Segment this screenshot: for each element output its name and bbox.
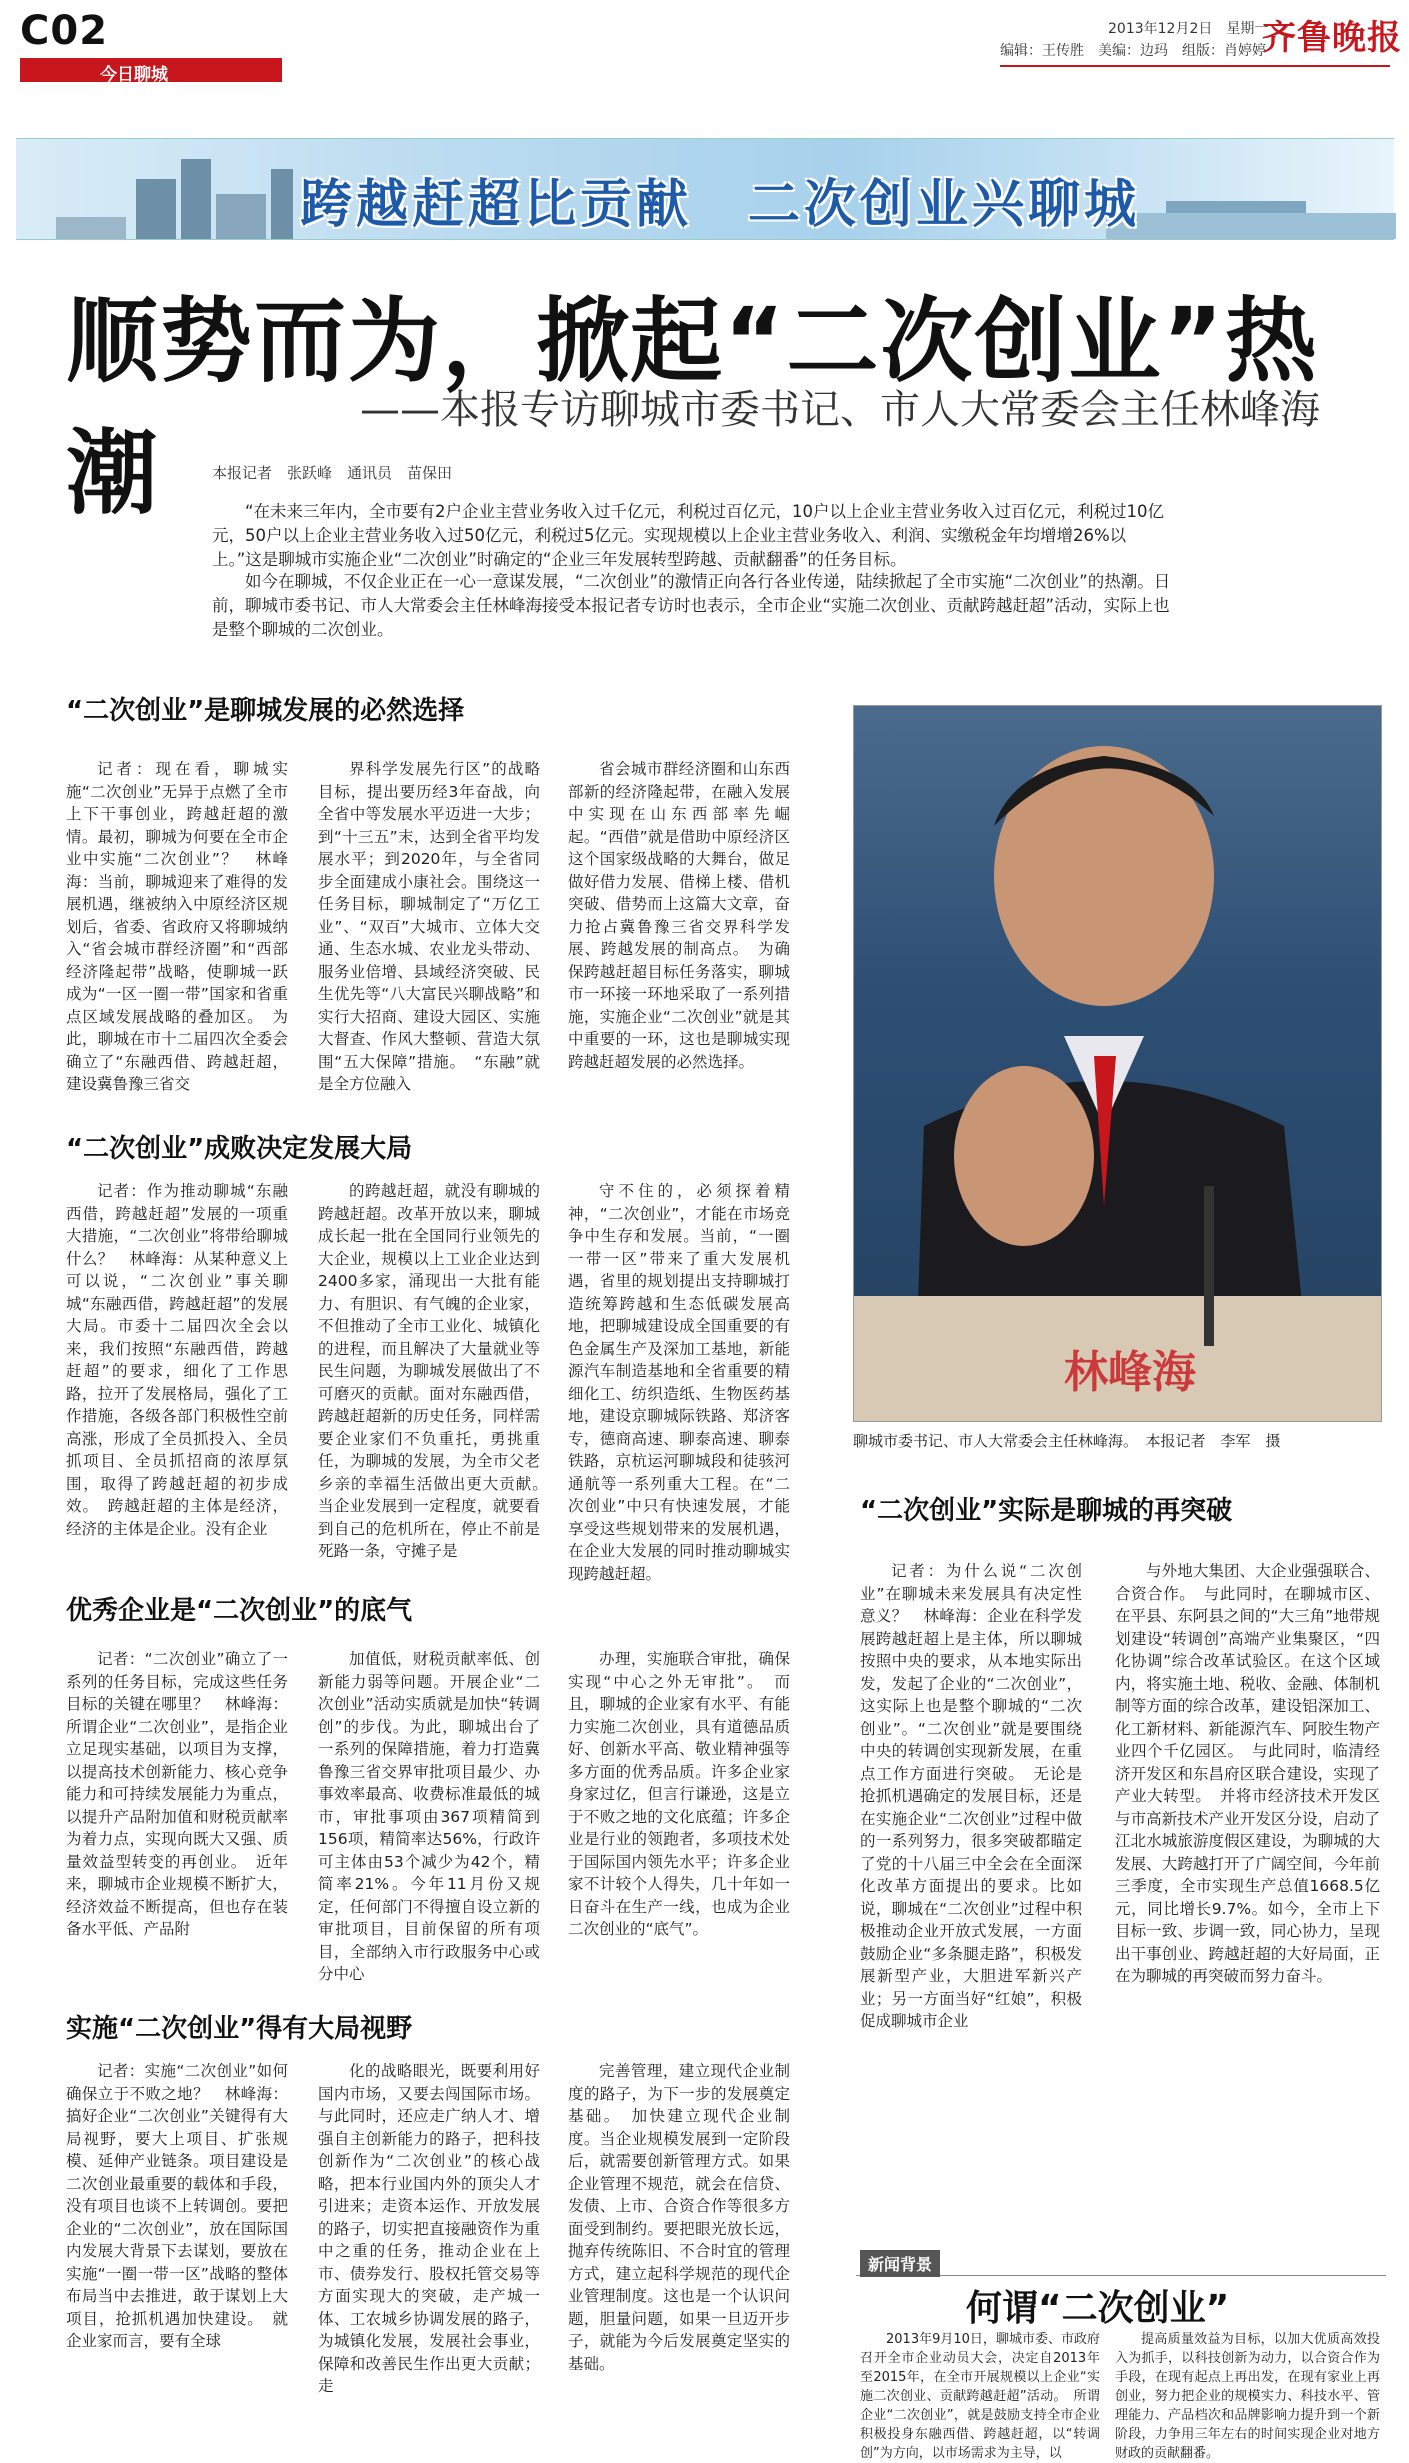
article-column: 守不住的，必须探着精神，“二次创业”，才能在市场竞争中生存和发展。当前，“一圈一带一区”带来了重大发展机遇，省里的规划提出支持聊城打造统筹跨越和生态低碳发展高地，把聊城建设成全国重要的有色金属生产及深加工基地，新能源汽车制造基地和全省重要的精细化工、纺织造纸、生物医药基地，建设京聊城际铁路、郑济客专，德商高速、聊泰高速、聊泰铁路，京杭运河聊城段和徒骇河通航等一系列重大工程。在“二次创业”中只有快速发展，才能享受这些规划带来的发展机遇，在企业大发展的同时推动聊城实现跨越赶超。 (568, 1182, 790, 1583)
section-heading: 优秀企业是“二次创业”的底气 (66, 1596, 413, 1626)
background-column: 2013年9月10日，聊城市委、市政府召开全市企业动员大会，决定自2013年至2015年，在全市开展规模以上企业“实施二次创业、贡献跨越赶超”活动。 所谓企业“二次创业”，就是鼓励支持全市企业积极投身东融西借、跨越赶超，以“转调创”为方向，以市场需求为主导，以 (860, 2332, 1100, 2461)
lead-paragraph: “在未来三年内，全市要有2户企业主营业务收入过千亿元，利税过百亿元，10户以上企业主营业务收入过百亿元，利税过10亿元，50户以上企业主营业务收入过50亿元，利税过5亿元。实现规模以上企业主营业务收入、利润、实缴税金年均增增26%以上。”这是聊城市实施企业“二次创业”时确定的“企业三年发展转型跨越、贡献翻番”的任务目标。 (212, 502, 1165, 569)
article-column: 的跨越赶超，就没有聊城的跨越赶超。改革开放以来，聊城成长起一批在全国同行业领先的大企业，规模以上工业企业达到2400多家，涌现出一大批有能力、有胆识、有气魄的企业家，不但推动了全市工业化、城镇化的进程，而且解决了大量就业等民生问题，为聊城发展做出了不可磨灭的贡献。面对东融西借，跨越赶超新的历史任务，同样需要企业家们不负重托，勇挑重任，为聊城的发展，为全市父老乡亲的幸福生活做出更大贡献。 当企业发展到一定程度，就要看到自己的危机所在，停止不前是死路一条，守摊子是 (318, 1182, 556, 1560)
news-background-title: 何谓“二次创业” (966, 2288, 1230, 2329)
section-heading: “二次创业”实际是聊城的再突破 (860, 1496, 1233, 1526)
article-column: 完善管理，建立现代企业制度的路子，为下一步的发展奠定基础。 加快建立现代企业制度。当企业规模发展到一定阶段后，就需要创新管理方式。如果企业管理不规范，就会在信贷、发债、上市、合资合作等很多方面受到制约。要把眼光放长远，抛弃传统陈旧、不合时宜的管理方式，建立起科学规范的现代企业管理制度。这也是一个认识问题，胆量问题，如果一旦迈开步子，就能为今后发展奠定坚实的基础。 (568, 2062, 790, 2373)
article-column: 与外地大集团、大企业强强联合、合资合作。 与此同时，在聊城市区、在平县、东阿县之间的“大三角”地带规划建设“转调创”高端产业集聚区，“四化协调”综合改革试验区。在这个区域内，将实施土地、税收、金融、体制机制等方面的综合改革，建设铝深加工、化工新材料、新能源汽车、阿胶生物产业四个千亿园区。 与此同时，临清经济开发区和东昌府区联合建设，实现了产业大转型。 并将市经济技术开发区与市高新技术产业开发区分设，启动了江北水城旅游度假区建设，为聊城的大发展、大跨越打开了广阔空间，今年前三季度，全市实现生产总值1668.5亿元，同比增长9.7%。如今，全市上下目标一致、步调一致，同心协力，呈现出干事创业、跨越赶超的大好局面，正在为聊城的再突破而努力奋斗。 (1115, 1562, 1380, 1985)
editor-credits: 编辑：王传胜 美编：边玛 组版：肖婷婷 (1000, 43, 1266, 59)
article-column: 记者：作为推动聊城“东融西借，跨越赶超”发展的一项重大措施，“二次创业”将带给聊城什么？ 林峰海：从某种意义上可以说，“二次创业”事关聊城“东融西借，跨越赶超”的发展大局。市委十二届四次全会以来，我们按照“东融西借，跨越赶超”的要求，细化了工作思路，拉开了发展格局，强化了工作措施，各级各部门积极性空前高涨，形成了全员抓投入、全员抓项目、全员抓招商的浓厚氛围，取得了跨越赶超的初步成效。 跨越赶超的主体是经济，经济的主体是企业。没有企业 (66, 1182, 288, 1538)
subheadline: ——本报专访聊城市委书记、市人大常委会主任林峰海 (360, 387, 1320, 433)
section-heading: 实施“二次创业”得有大局视野 (66, 2014, 413, 2044)
headline: 顺势而为，掀起“二次创业”热潮 (66, 288, 1319, 527)
article-column: 办理，实施联合审批，确保实现“中心之外无审批”。 而且，聊城的企业家有水平、有能力实施二次创业，具有道德品质好、创新水平高、敬业精神强等多方面的优秀品质。许多企业家身家过亿，但言行谦逊，这是立于不败之地的文化底蕴；许多企业是行业的领跑者，多项技术处于国际国内领先水平；许多企业家不计较个人得失，几十年如一日奋斗在生产一线，也成为企业二次创业的“底气”。 (568, 1650, 790, 1938)
header-rule (1000, 65, 1390, 67)
article-column: 记者：实施“二次创业”如何确保立于不败之地？ 林峰海：搞好企业“二次创业”关键得有大局视野，要大上项目、扩张规模、延伸产业链条。项目建设是二次创业最重要的载体和手段，没有项目也谈不上转调创。要把企业的“二次创业”，放在国际国内发展大背景下去谋划，要放在实施“一圈一带一区”战略的整体布局当中去推进，敢于谋划上大项目，抢抓机遇加快建设。 就企业家而言，要有全球 (66, 2062, 288, 2350)
photo-caption: 聊城市委书记、市人大常委会主任林峰海。 本报记者 李军 摄 (853, 1432, 1281, 1450)
dateline: 2013年12月2日 星期一 (1108, 21, 1269, 37)
article-column: 加值低，财税贡献率低、创新能力弱等问题。开展企业“二次创业”活动实质就是加快“转调创”的步伐。为此，聊城出台了一系列的保障措施，着力打造冀鲁豫三省交界审批项目最少、办事效率最高、收费标准最低的城市，审批事项由367项精简到156项，精简率达56%，行政许可主体由53个减少为42个，精简率21%。今年11月份又规定，任何部门不得擅自设立新的审批项目，目前保留的所有项目，全部纳入市行政服务中心或分中心 (318, 1650, 540, 1983)
newspaper-masthead: 齐鲁晚报 (1262, 18, 1402, 58)
lead-paragraph: 如今在聊城，不仅企业正在一心一意谋发展，“二次创业”的激情正向各行各业传递，陆续掀起了全市实施“二次创业”的热潮。日前，聊城市委书记、市人大常委会主任林峰海接受本报记者专访时也表示，全市企业“实施二次创业、贡献跨越赶超”活动，实际上也是整个聊城的二次创业。 (212, 572, 1171, 639)
page-number: C02 (20, 8, 109, 54)
banner-slogan: 跨越赶超比贡献 二次创业兴聊城 (300, 175, 1141, 235)
section-heading: “二次创业”成败决定发展大局 (66, 1134, 413, 1164)
article-column: 记者：现在看，聊城实施“二次创业”无异于点燃了全市上下干事创业，跨越赶超的激情。最初，聊城为何要在全市企业中实施“二次创业”？ 林峰海：当前，聊城迎来了难得的发展机遇，继被纳入中原经济区规划后，省委、省政府又将聊城纳入“省会城市群经济圈”和“西部经济隆起带”战略，使聊城一跃成为“一区一圈一带”国家和省重点区域发展战略的叠加区。 为此，聊城在市十二届四次全委会确立了“东融西借、跨越赶超，建设冀鲁豫三省交 (66, 760, 288, 1093)
article-column: 省会城市群经济圈和山东西部新的经济隆起带，在融入发展中实现在山东西部率先崛起。“西借”就是借助中原经济区这个国家级战略的大舞台，做足做好借力发展、借梯上楼、借机突破、借势而上这篇大文章，奋力抢占冀鲁豫三省交界科学发展、跨越发展的制高点。 为确保跨越赶超目标任务落实，聊城市一环接一环地采取了一系列措施，实施企业“二次创业”就是其中重要的一环，这也是聊城实现跨越赶超发展的必然选择。 (568, 760, 790, 1071)
section-heading: “二次创业”是聊城发展的必然选择 (66, 696, 465, 726)
name-placard: 林峰海 (1064, 1347, 1196, 1398)
interview-photo (853, 705, 1382, 1422)
byline: 本报记者 张跃峰 通讯员 苗保田 (212, 464, 453, 482)
news-background-tag: 新闻背景 (860, 2250, 940, 2277)
article-column: 化的战略眼光，既要利用好国内市场，又要去闯国际市场。与此同时，还应走广纳人才、增强自主创新能力的路子，把科技创新作为“二次创业”的核心战略，把本行业国内外的顶尖人才引进来；走资本运作、开放发展的路子，切实把直接融资作为重中之重的任务，推动企业在上市、债券发行、股权托管交易等方面实现大的突破，走产城一体、工农城乡协调发展的路子，为城镇化发展，发展社会事业，保障和改善民生作出更大贡献；走 (318, 2062, 540, 2395)
article-column: 界科学发展先行区”的战略目标，提出要历经3年奋战，向全省中等发展水平迈进一大步；到“十三五”末，达到全省平均发展水平；到2020年，与全省同步全面建成小康社会。围绕这一任务目标，聊城制定了“万亿工业”、“双百”大城市、立体大交通、生态水城、农业龙头带动、服务业倍增、县域经济突破、民生优先等“八大富民兴聊战略”和实行大招商、建设大园区、实施大督查、作风大整顿、营造大氛围“五大保障”措施。 “东融”就是全方位融入 (318, 760, 540, 1093)
background-column: 提高质量效益为目标，以加大优质高效投入为抓手，以科技创新为动力，以合资合作为手段，在现有起点上再出发，在现有家业上再创业，努力把企业的规模实力、科技水平、管理能力、产品档次和品牌影响力提升到一个新阶段，力争用三年左右的时间实现企业对地方财政的贡献翻番。 (1115, 2332, 1380, 2461)
article-column: 记者：为什么说“二次创业”在聊城未来发展具有决定性意义？ 林峰海：企业在科学发展跨越赶超上是主体，所以聊城按照中央的要求，从本地实际出发，发起了企业的“二次创业”，这实际上也是整个聊城的“二次创业”。“二次创业”就是要围绕中央的转调创实现新发展，在重点工作方面进行突破。 无论是抢抓机遇确定的发展目标，还是在实施企业“二次创业”过程中做的一系列努力，很多突破都瞄定了党的十八届三中全会在全面深化改革方面提出的要求。比如说，聊城在“二次创业”过程中积极推动企业开放式发展，一方面鼓励企业“多条腿走路”，积极发展新型产业，大胆进军新兴产业；另一方面当好“红娘”，积极促成聊城市企业 (860, 1562, 1082, 2030)
portrait-illustration (854, 706, 1381, 1421)
section-label: 今日聊城 (100, 65, 168, 85)
article-column: 记者：“二次创业”确立了一系列的任务目标，完成这些任务目标的关键在哪里？ 林峰海：所谓企业“二次创业”，是指企业立足现实基础，以项目为支撑，以提高技术创新能力、核心竞争能力和可持续发展能力为重点，以提升产品附加值和财税贡献率为着力点，实现向既大又强、质量效益型转变的再创业。 近年来，聊城市企业规模不断扩大，经济效益不断提高，但也存在装备水平低、产品附 (66, 1650, 288, 1938)
